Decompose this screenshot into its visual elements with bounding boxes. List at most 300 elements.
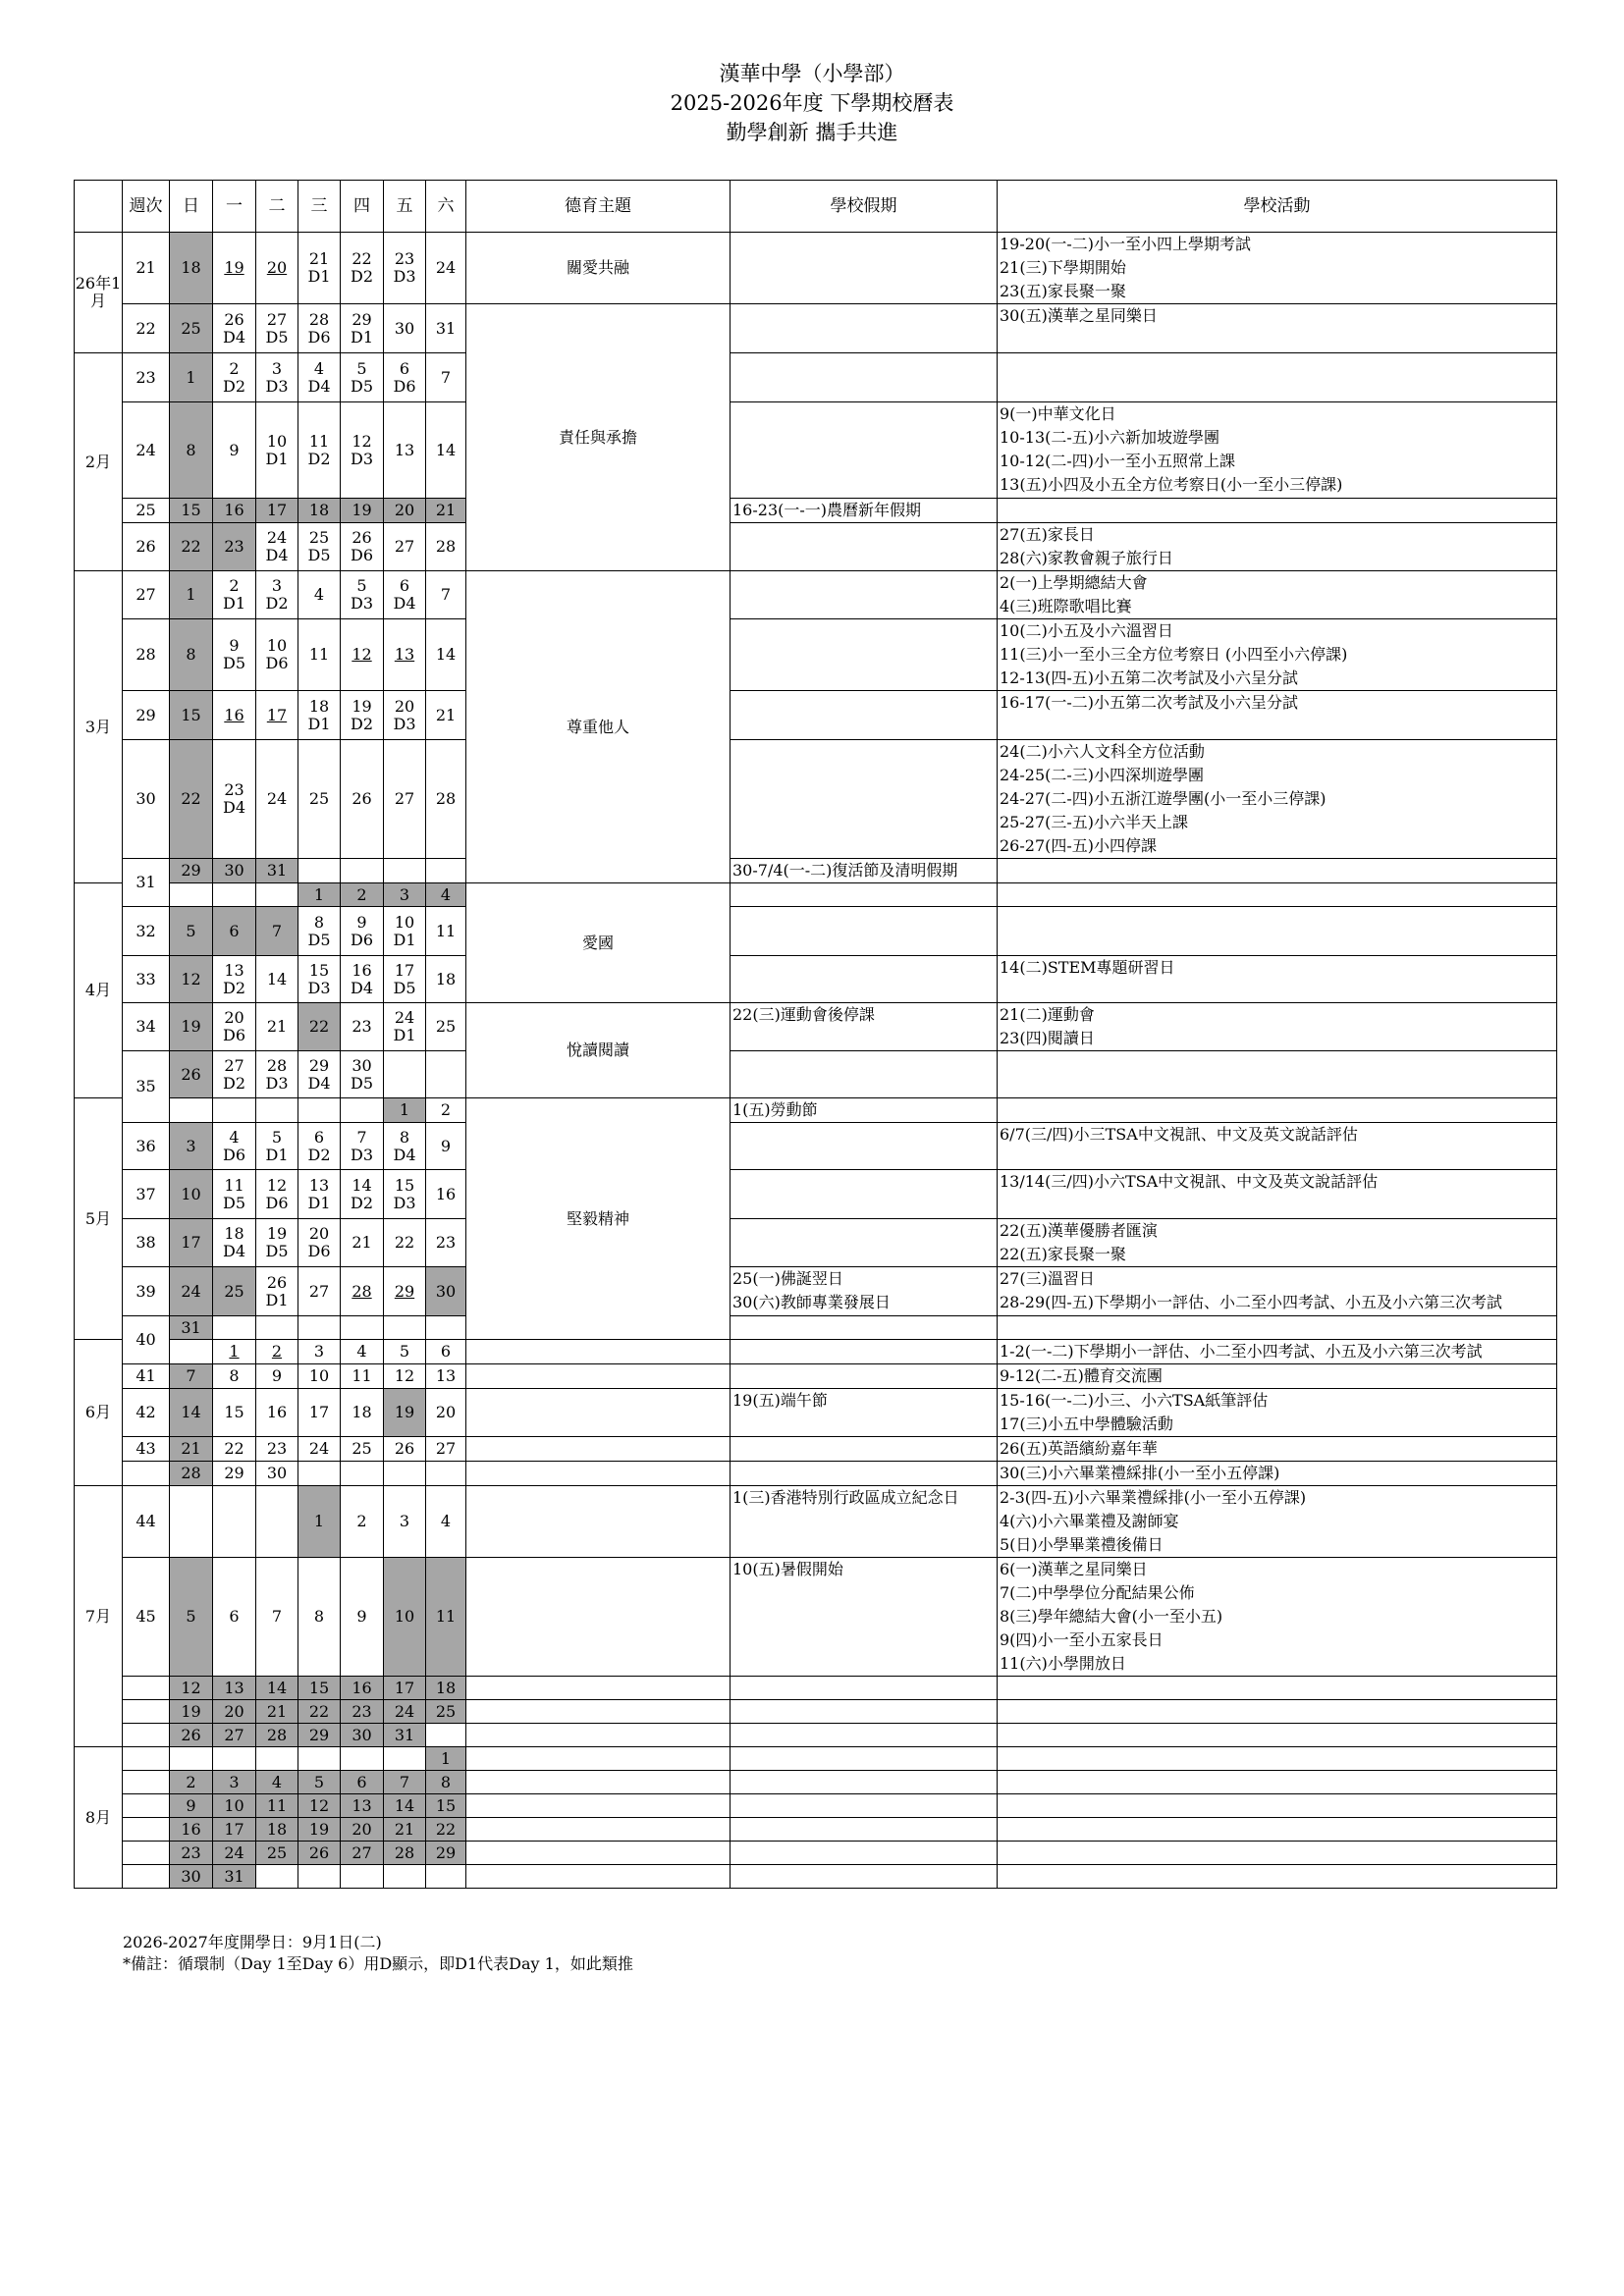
day-number: 3 [271,358,283,378]
cycle-day: D3 [350,1145,373,1164]
week-number-empty [123,1677,170,1700]
day-cell [256,1123,298,1170]
theme-header: 德育主題 [466,181,731,233]
cycle-day: D5 [307,930,331,949]
day-cell [426,1771,466,1794]
day-number: 20 [224,1701,244,1721]
day-cell [213,1123,256,1170]
day-number: 22 [308,1017,330,1036]
day-cell [256,1462,298,1486]
day-number: 16 [266,1403,288,1421]
day-number: 8 [313,1607,325,1626]
day-number: 28 [352,1281,372,1301]
week-number: 38 [123,1219,170,1267]
day-cell [341,1170,384,1219]
day-number: 30 [224,861,244,880]
mon-header: 一 [213,181,256,233]
cycle-day: D4 [222,798,245,817]
day-cell [170,1051,213,1098]
day-number: 31 [224,1866,244,1886]
day-number: 5 [186,1607,196,1626]
activity-entry: 21(三)下學期開始 [1000,258,1126,277]
day-number: 6 [313,1127,325,1147]
day-cell [213,1700,256,1724]
day-cell [298,1462,341,1486]
activity-entry: 17(三)小五中學體驗活動 [1000,1415,1173,1433]
day-number: 26 [181,1725,201,1744]
day-number: 5 [356,576,367,595]
day-cell [256,571,298,619]
day-cell [170,1316,213,1340]
day-cell [426,353,466,402]
cycle-day: D4 [393,594,416,613]
day-number: 24 [266,789,288,808]
activity-entry: 26-27(四-五)小四停課 [1000,836,1158,855]
moral-theme-empty [466,1700,731,1724]
day-number: 12 [181,969,201,988]
day-number: 4 [440,1512,452,1530]
day-number: 25 [308,789,330,808]
holiday-cell [731,1747,998,1771]
activity-header: 學校活動 [998,181,1557,233]
activity-entry: 10-13(二-五)小六新加坡遊學團 [1000,428,1220,447]
day-cell [298,1437,341,1462]
holiday-cell [731,402,998,499]
cycle-day: D6 [393,376,416,396]
day-number: 30 [181,1866,201,1886]
day-number: 7 [399,1772,410,1791]
moral-theme-empty [466,1364,731,1389]
moral-theme-empty [466,1865,731,1889]
day-cell [298,1003,341,1051]
day-cell [170,499,213,523]
calendar-row [75,1389,1557,1437]
day-cell [170,691,213,740]
cycle-day: D3 [265,376,289,396]
cycle-day: D3 [350,449,373,468]
day-cell [384,1437,426,1462]
day-number: 6 [356,1772,367,1791]
day-number: 17 [394,960,415,980]
day-cell [298,304,341,353]
day-cell [341,883,384,907]
day-cell [384,1842,426,1865]
calendar-row [75,1794,1557,1818]
holiday-cell [731,1364,998,1389]
activity-entry: 1-2(一-二)下學期小一評估、小二至小四考試、小五及小六第三次考試 [1000,1342,1483,1361]
week-number: 29 [123,691,170,740]
fri-header: 五 [384,181,426,233]
day-cell [298,691,341,740]
day-number: 29 [308,1725,330,1744]
week-number-empty [123,1462,170,1486]
day-number: 24 [266,528,288,547]
day-number: 18 [435,1678,457,1697]
day-number: 27 [352,1842,372,1862]
day-number: 14 [266,969,288,988]
day-number: 30 [266,1464,288,1482]
activity-entry: 2(一)上學期總結大會 [1000,573,1148,592]
calendar-row [75,402,1557,499]
holiday-cell [731,907,998,956]
day-number: 10 [266,636,288,655]
day-cell [341,1219,384,1267]
cycle-day: D1 [350,327,373,347]
week-number-empty [123,1724,170,1747]
cycle-day: D2 [222,978,245,997]
activity-cell [998,1170,1557,1219]
activity-entry: 23(五)家長聚一聚 [1000,282,1126,300]
header-row [75,181,1557,233]
day-number: 22 [394,1233,415,1252]
activity-cell [998,1219,1557,1267]
day-number: 2 [186,1772,196,1791]
week-number: 45 [123,1558,170,1677]
holiday-cell [731,1051,998,1098]
activity-entry: 12-13(四-五)小五第二次考試及小六呈分試 [1000,668,1299,687]
day-cell [341,691,384,740]
activity-entry: 7(二)中學學位分配結果公佈 [1000,1583,1195,1602]
day-cell [384,619,426,691]
cycle-day: D2 [307,449,331,468]
day-number: 1 [186,367,196,387]
day-cell [298,571,341,619]
school-name: 漢華中學（小學部） [719,62,905,85]
day-cell [426,499,466,523]
day-cell [298,1123,341,1170]
day-cell [384,304,426,353]
day-number: 27 [308,1281,330,1301]
day-number: 20 [394,696,415,716]
day-cell [341,523,384,571]
cycle-day: D2 [350,267,373,286]
month-label: 4月 [75,883,123,1098]
day-cell [170,353,213,402]
day-number: 27 [224,1725,244,1744]
day-number: 28 [435,537,457,556]
calendar-row [75,907,1557,956]
holiday-cell [731,1865,998,1889]
day-number: 2 [229,358,240,378]
day-number: 18 [435,969,457,988]
activity-entry: 11(六)小學開放日 [1000,1654,1126,1673]
day-cell [341,1486,384,1558]
day-cell [384,1486,426,1558]
holiday-cell [731,1003,998,1051]
cycle-day: D4 [265,546,289,564]
day-cell [341,499,384,523]
day-cell [298,907,341,956]
activity-entry: 14(二)STEM專題研習日 [1000,958,1175,977]
day-number: 12 [394,1366,415,1385]
day-cell [426,1170,466,1219]
day-number: 28 [308,309,330,329]
day-cell [256,1747,298,1771]
day-cell [170,1389,213,1437]
day-cell [298,956,341,1003]
day-number: 7 [271,1607,283,1626]
week-number: 36 [123,1123,170,1170]
day-number: 14 [435,440,457,459]
holiday-entry: 30-7/4(一-二)復活節及清明假期 [732,861,958,880]
day-cell [426,1389,466,1437]
activity-cell [998,402,1557,499]
day-cell [341,956,384,1003]
day-cell [341,859,384,883]
cycle-day: D5 [222,654,245,672]
day-cell [256,883,298,907]
day-cell [213,1219,256,1267]
moral-theme: 愛國 [466,883,731,1003]
moral-theme: 悅讀閱讀 [466,1003,731,1098]
day-number: 1 [440,1748,452,1768]
day-number: 26 [352,528,372,547]
day-cell [256,907,298,956]
day-number: 13 [352,1795,372,1815]
activity-cell [998,1842,1557,1865]
day-cell [426,1747,466,1771]
day-cell [170,1842,213,1865]
day-number: 11 [224,1175,244,1195]
activity-cell [998,1724,1557,1747]
day-number: 28 [435,789,457,808]
day-number: 5 [399,1342,410,1361]
month-label: 5月 [75,1098,123,1340]
day-number: 31 [435,318,457,338]
day-number: 25 [352,1439,372,1458]
holiday-header: 學校假期 [731,181,998,233]
activity-cell [998,571,1557,619]
activity-entry: 27(三)溫習日 [1000,1269,1095,1288]
day-cell [213,1558,256,1677]
holiday-cell [731,1794,998,1818]
day-cell [213,1462,256,1486]
day-cell [256,1558,298,1677]
day-cell [256,1219,298,1267]
day-cell [213,233,256,304]
week-number: 26 [123,523,170,571]
day-cell [170,956,213,1003]
holiday-cell [731,1389,998,1437]
day-number: 11 [266,1795,288,1815]
week-number: 40 [123,1316,170,1364]
day-number: 21 [435,705,457,724]
next-year-start: 2026-2027年度開學日：9月1日(二) [123,1933,382,1951]
calendar-row [75,1842,1557,1865]
day-number: 2 [356,1512,367,1530]
day-number: 9 [356,912,367,932]
day-number: 22 [181,789,201,808]
day-cell [256,1486,298,1558]
day-cell [213,402,256,499]
day-cell [170,883,213,907]
moral-theme-empty [466,1558,731,1677]
day-number: 13 [435,1366,457,1385]
day-cell [256,1051,298,1098]
activity-cell [998,1865,1557,1889]
day-number: 30 [352,1055,372,1075]
calendar-row [75,619,1557,691]
holiday-entry: 25(一)佛誕翌日 [732,1269,843,1288]
day-cell [170,1677,213,1700]
day-cell [256,1170,298,1219]
day-cell [426,1267,466,1316]
holiday-cell [731,691,998,740]
day-number: 27 [394,789,415,808]
day-cell [384,1700,426,1724]
calendar-row [75,499,1557,523]
day-number: 6 [399,358,410,378]
day-cell [213,1794,256,1818]
cycle-day: D6 [350,930,373,949]
day-number: 9 [356,1607,367,1626]
activity-entry: 10-12(二-四)小一至小五照常上課 [1000,452,1236,470]
week-number: 22 [123,304,170,353]
day-cell [384,233,426,304]
day-number: 10 [394,912,415,932]
cycle-day: D6 [265,1193,289,1212]
day-cell [384,1364,426,1389]
day-cell [170,740,213,859]
day-number: 18 [266,1819,288,1839]
day-cell [341,1462,384,1486]
holiday-cell [731,1842,998,1865]
activity-cell [998,1437,1557,1462]
day-number: 20 [435,1403,457,1421]
moral-theme-empty [466,1794,731,1818]
cycle-day: D4 [350,978,373,997]
day-cell [213,1677,256,1700]
day-cell [384,907,426,956]
activity-cell [998,1123,1557,1170]
day-cell [426,1098,466,1123]
activity-cell [998,1340,1557,1364]
day-number: 30 [352,1725,372,1744]
day-cell [341,907,384,956]
day-number: 15 [308,1678,330,1697]
cycle-day: D2 [350,714,373,733]
day-number: 27 [266,309,288,329]
day-number: 19 [352,696,372,716]
day-number: 10 [224,1795,244,1815]
week-number: 41 [123,1364,170,1389]
day-number: 28 [266,1725,288,1744]
calendar-row [75,1462,1557,1486]
day-number: 6 [229,921,240,940]
day-cell [213,956,256,1003]
day-cell [384,1340,426,1364]
day-cell [256,1437,298,1462]
day-cell [426,1003,466,1051]
month-header [75,181,123,233]
day-number: 27 [224,1055,244,1075]
day-number: 24 [308,1439,330,1458]
day-number: 7 [271,921,283,940]
day-cell [426,1364,466,1389]
day-cell [213,1003,256,1051]
day-cell [426,1842,466,1865]
day-number: 17 [181,1233,201,1252]
day-number: 15 [181,705,201,724]
day-cell [384,1462,426,1486]
cycle-day: D6 [265,654,289,672]
activity-entry: 16-17(一-二)小五第二次考試及小六呈分試 [1000,693,1299,712]
day-number: 21 [308,249,330,268]
day-number: 25 [435,1701,457,1721]
day-cell [384,1170,426,1219]
day-cell [426,619,466,691]
day-number: 9 [229,636,240,655]
day-cell [341,1700,384,1724]
holiday-cell [731,1340,998,1364]
day-number: 31 [266,861,288,880]
day-number: 24 [435,258,457,277]
day-cell [256,1818,298,1842]
day-cell [341,1747,384,1771]
day-cell [341,1677,384,1700]
holiday-cell [731,1486,998,1558]
activity-cell [998,1771,1557,1794]
holiday-cell [731,740,998,859]
day-number: 28 [266,1055,288,1075]
day-number: 22 [435,1819,457,1839]
day-cell [213,1098,256,1123]
holiday-cell [731,619,998,691]
day-number: 29 [224,1464,244,1482]
day-cell [213,499,256,523]
day-number: 3 [399,1512,410,1530]
day-number: 5 [186,921,196,940]
holiday-cell [731,523,998,571]
day-number: 23 [435,1233,457,1252]
day-cell [298,1700,341,1724]
activity-entry: 28(六)家教會親子旅行日 [1000,549,1173,567]
day-number: 3 [186,1136,196,1155]
day-cell [213,883,256,907]
day-cell [384,1389,426,1437]
holiday-cell [731,1170,998,1219]
day-number: 22 [181,537,201,556]
day-cell [213,1486,256,1558]
day-number: 8 [313,912,325,932]
activity-cell [998,1677,1557,1700]
month-label: 7月 [75,1486,123,1747]
cycle-day: D2 [350,1193,373,1212]
day-number: 12 [352,431,372,451]
calendar-row [75,1771,1557,1794]
day-cell [384,1771,426,1794]
cycle-day: D6 [222,1026,245,1044]
day-cell [298,1558,341,1677]
day-cell [170,1724,213,1747]
day-cell [170,859,213,883]
day-cell [298,1098,341,1123]
cycle-day: D3 [350,594,373,613]
day-cell [384,956,426,1003]
calendar-row [75,571,1557,619]
day-cell [341,1818,384,1842]
day-number: 21 [435,501,457,519]
day-cell [426,691,466,740]
holiday-entry: 22(三)運動會後停課 [732,1005,875,1024]
calendar-row [75,1364,1557,1389]
day-number: 23 [352,1701,372,1721]
day-cell [384,1818,426,1842]
day-number: 6 [229,1607,240,1626]
day-cell [298,1389,341,1437]
day-number: 29 [394,1281,415,1301]
day-number: 22 [308,1701,330,1721]
